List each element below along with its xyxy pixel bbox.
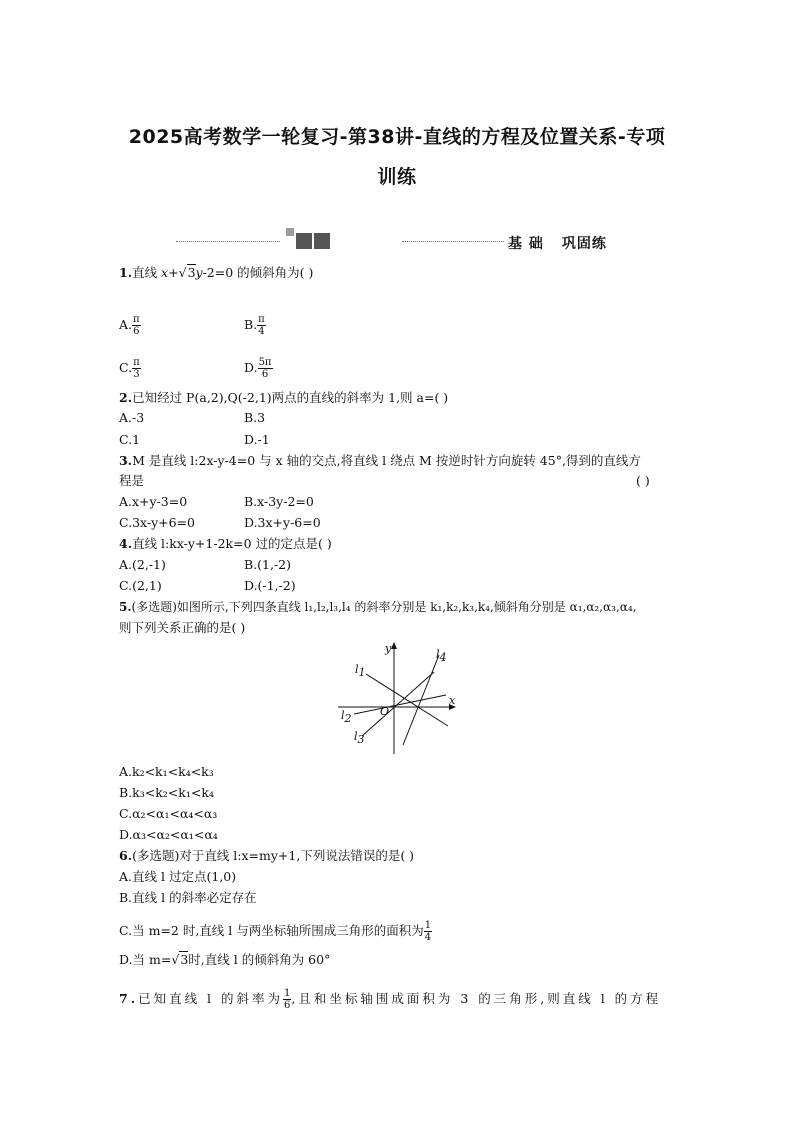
section-marker <box>286 233 332 252</box>
q4-option-d: D.(-1,-2) <box>244 578 296 593</box>
label-letter: l <box>354 730 358 743</box>
q6-option-d <box>119 952 330 968</box>
q3-text: M 是直线 l:2x-y-4=0 与 x 轴的交点,将直线 l 绕点 M 按逆时针方向旋转 45°,得到的直线方 <box>132 453 641 468</box>
label-letter: l <box>436 648 440 661</box>
y-axis-arrow-icon <box>391 642 397 649</box>
label-l3 <box>354 730 365 746</box>
question-number: 2. <box>119 390 133 405</box>
sqrt-icon: √ <box>171 952 180 967</box>
y-axis-label: y <box>385 642 392 655</box>
fraction-num: π <box>133 314 140 325</box>
question-number: 4. <box>119 536 133 551</box>
q1-text-pre: 直线 <box>132 265 162 280</box>
label-subscript: 2 <box>344 712 352 725</box>
fraction-den: 4 <box>258 326 265 337</box>
option-label: C. <box>119 360 133 375</box>
q3-option-d: D.3x+y-6=0 <box>244 515 321 530</box>
q1-var-x: x <box>161 265 169 280</box>
q4-option-b: B.(1,-2) <box>244 557 292 572</box>
q1-plus: + <box>168 265 179 280</box>
origin-label: O <box>380 705 390 718</box>
q1-text-tail: -2=0 的倾斜角为( ) <box>202 265 314 280</box>
q7-text-post: ,且和坐标轴围成面积为 3 的三角形,则直线 l 的方程 <box>291 991 662 1006</box>
q5-option-c: C.α₂<α₁<α₄<α₃ <box>119 806 218 821</box>
fraction-num: π <box>258 314 265 325</box>
fraction <box>132 314 141 337</box>
label-l1 <box>355 663 366 679</box>
page-title-line1: 2025高考数学一轮复习-第38讲-直线的方程及位置关系-专项 <box>128 126 666 148</box>
q1-sqrt-arg: 3 <box>187 265 196 280</box>
option-label: A. <box>119 317 133 332</box>
label-l4 <box>436 648 447 664</box>
q3-option-c: C.3x-y+6=0 <box>119 515 196 530</box>
q1-option-b <box>244 314 266 337</box>
section-title-part2: 巩固练 <box>561 236 607 252</box>
fraction-num: 1 <box>284 988 291 999</box>
line-l1 <box>366 674 448 726</box>
fraction <box>257 314 266 337</box>
q1-option-a <box>119 314 141 337</box>
question-number: 6. <box>119 848 133 863</box>
question-7 <box>119 988 661 1011</box>
fraction-den: 3 <box>133 369 140 380</box>
q1-option-d <box>244 357 273 380</box>
q4-text: 直线 l:kx-y+1-2k=0 过的定点是( ) <box>132 536 332 551</box>
q3-answer-paren: ( ) <box>636 473 650 488</box>
q6-option-c-text: C.当 m=2 时,直线 l 与两坐标轴所围成三角形的面积为 <box>119 923 424 938</box>
q2-option-d: D.-1 <box>244 432 270 447</box>
line-l3 <box>362 672 434 736</box>
q4-option-a: A.(2,-1) <box>119 557 166 572</box>
q1-var-y: y <box>195 265 203 280</box>
line-l2 <box>354 695 446 714</box>
option-label: B. <box>244 317 258 332</box>
section-title <box>508 233 607 253</box>
q3-text-line2: 程是 <box>119 473 145 488</box>
q2-text: 已知经过 P(a,2),Q(-2,1)两点的直线的斜率为 1,则 a=( ) <box>132 390 449 405</box>
line-l4 <box>403 655 439 745</box>
label-letter: l <box>341 709 345 722</box>
question-number: 1. <box>119 265 133 280</box>
q6-option-d-pre: D.当 m= <box>119 952 172 967</box>
q5-text-line2: 则下列关系正确的是( ) <box>119 620 246 635</box>
option-label: D. <box>244 360 258 375</box>
fraction-den: 4 <box>424 932 432 943</box>
label-l2 <box>341 709 352 725</box>
label-subscript: 1 <box>358 666 366 679</box>
q6-sqrt-arg: 3 <box>180 952 189 967</box>
x-axis-label: x <box>449 694 456 707</box>
question-number: 3. <box>119 453 133 468</box>
q5-option-d: D.α₃<α₂<α₁<α₄ <box>119 827 218 842</box>
label-subscript: 4 <box>439 651 447 664</box>
question-number: 7. <box>119 991 139 1006</box>
label-letter: l <box>355 663 359 676</box>
fraction-num: 5π <box>258 357 272 368</box>
question-2 <box>119 390 448 406</box>
q5-option-b: B.k₃<k₂<k₁<k₄ <box>119 785 214 800</box>
q5-text: (多选题)如图所示,下列四条直线 l₁,l₂,l₃,l₄ 的斜率分别是 k₁,k₂,k₃,k₄,倾斜角分别是 α₁,α₂,α₃,α₄, <box>131 600 637 614</box>
question-4 <box>119 536 332 552</box>
question-number: 5. <box>119 600 132 614</box>
q1-option-c <box>119 357 141 380</box>
page-title-line2: 训练 <box>377 166 417 188</box>
question-1 <box>119 265 313 281</box>
q7-text-pre: 已知直线 l 的斜率为 <box>138 991 284 1006</box>
section-divider-right <box>402 241 504 242</box>
q6-option-a: A.直线 l 过定点(1,0) <box>119 869 237 884</box>
q2-option-a: A.-3 <box>119 410 145 425</box>
q6-text: (多选题)对于直线 l:x=my+1,下列说法错误的是( ) <box>132 848 415 863</box>
sqrt-icon: √ <box>178 265 187 280</box>
fraction-den: 6 <box>284 1000 291 1011</box>
fraction-den: 6 <box>261 369 269 380</box>
section-title-part1: 基 础 <box>508 236 544 252</box>
q4-option-c: C.(2,1) <box>119 578 162 593</box>
fraction <box>132 357 141 380</box>
q5-option-a: A.k₂<k₁<k₄<k₃ <box>119 764 214 779</box>
q2-option-c: C.1 <box>119 432 141 447</box>
fraction <box>258 357 273 380</box>
q3-option-b: B.x-3y-2=0 <box>244 494 314 509</box>
fraction-den: 6 <box>133 326 140 337</box>
question-3 <box>119 453 641 469</box>
fraction-num: π <box>133 357 140 368</box>
question-6 <box>119 848 414 864</box>
q6-option-b: B.直线 l 的斜率必定存在 <box>119 890 257 905</box>
lines-figure <box>338 642 468 754</box>
section-divider-left <box>176 241 280 242</box>
fraction-num: 1 <box>424 920 432 931</box>
q3-option-a: A.x+y-3=0 <box>119 494 188 509</box>
q2-option-b: B.3 <box>244 410 266 425</box>
label-subscript: 3 <box>357 733 365 746</box>
q6-option-c <box>119 920 432 943</box>
question-5 <box>119 599 637 615</box>
fraction <box>424 920 432 943</box>
q6-option-d-post: 时,直线 l 的倾斜角为 60° <box>188 952 331 967</box>
